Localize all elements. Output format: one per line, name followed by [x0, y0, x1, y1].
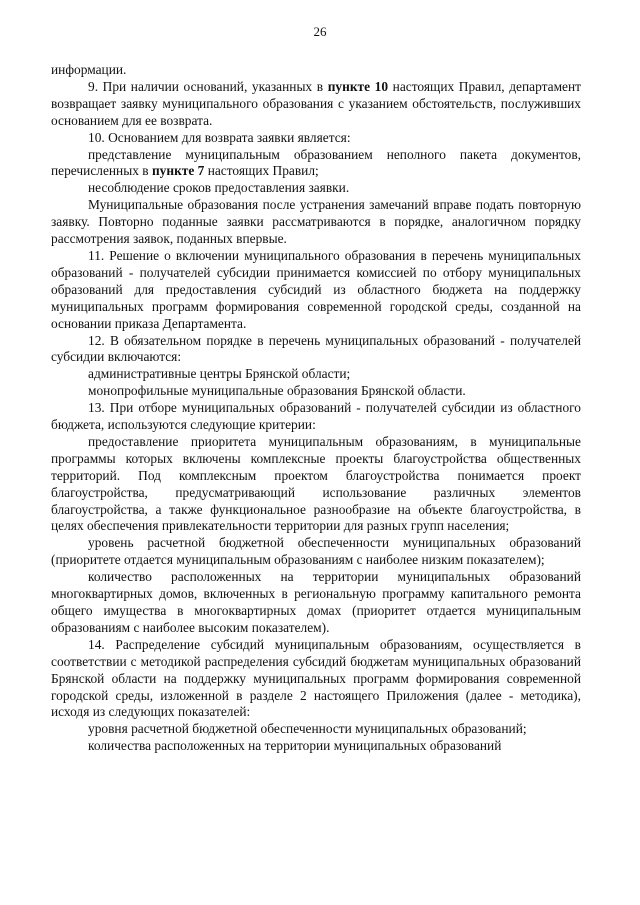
- paragraph-p4: [51, 147, 581, 181]
- text-segment: Муниципальные образования после устранения замечаний вправе подать повторную заявку. Повторно поданные заявки рассматриваются в порядке, аналогичном порядку рассмотрения заявок, поданных впервые.: [51, 197, 581, 247]
- text-segment: информации.: [51, 62, 127, 77]
- paragraph-p12: [51, 434, 581, 535]
- paragraph-p8: [51, 333, 581, 367]
- text-segment: уровень расчетной бюджетной обеспеченности муниципальных образований (приоритете отдается муниципальным образованиям с наиболее низким показателем);: [51, 535, 581, 568]
- document-body: [51, 62, 581, 755]
- text-segment: представление муниципальным образованием неполного пакета документов, перечисленных в: [51, 146, 581, 179]
- text-segment: количество расположенных на территории муниципальных образований многоквартирных домов, включенных в региональную программу капитального ремонта общего имущества в многоквартирных домах (приоритет отдается муниципальным образованиям с наиболее высоким показателем).: [51, 569, 581, 635]
- text-segment: монопрофильные муниципальные образования Брянской области.: [88, 383, 466, 399]
- text-segment: 14. Распределение субсидий муниципальным образованиям, осуществляется в соответствии с методикой распределения субсидий бюджетам муниципальных образований Брянской области на поддержку муниципальных программ формирования современной городской среды, изложенной в разделе 2 настоящего Приложения (далее - методика), исходя из следующих показателей:: [51, 636, 581, 720]
- text-segment: количества расположенных на территории муниципальных образований: [88, 738, 502, 754]
- paragraph-p2: [51, 79, 581, 130]
- text-segment: несоблюдение сроков предоставления заявки.: [88, 180, 350, 196]
- text-segment: 12. В обязательном порядке в перечень муниципальных образований - получателей субсидии включаются:: [51, 332, 581, 365]
- text-segment: предоставление приоритета муниципальным образованиям, в муниципальные программы которых включены комплексные проекты благоустройства общественных территорий. Под комплексным проектом благоустройства понимается проект благоустройства, предусматривающий использование различных элементов благоустройства, а также функциональное разнообразие на объекте благоустройства, в целях обеспечения привлекательности территории для разных групп населения;: [51, 433, 581, 534]
- text-segment: 10. Основанием для возврата заявки является:: [88, 129, 351, 145]
- page-number: 26: [313, 24, 327, 39]
- paragraph-p3: [51, 130, 581, 147]
- paragraph-p9: [51, 366, 581, 383]
- paragraph-p11: [51, 400, 581, 434]
- text-segment: 11. Решение о включении муниципального образования в перечень муниципальных образований - получателей субсидии принимается комиссией по отбору муниципальных образований для предоставления субсидий из областного бюджета на поддержку муниципальных программ формирования современной городской среды, созданной на основании приказа Департамента.: [51, 247, 581, 331]
- paragraph-p17: [51, 738, 581, 755]
- paragraph-p15: [51, 637, 581, 722]
- paragraph-p10: [51, 383, 581, 400]
- paragraph-p7: [51, 248, 581, 333]
- paragraph-p6: [51, 197, 581, 248]
- text-segment: 13. При отборе муниципальных образований - получателей субсидии из областного бюджета, используются следующие критерии:: [51, 400, 581, 433]
- text-segment: настоящих Правил;: [204, 163, 319, 179]
- text-segment: административные центры Брянской области;: [88, 366, 351, 382]
- paragraph-p13: [51, 535, 581, 569]
- paragraph-p5: [51, 180, 581, 197]
- paragraph-p1: [51, 62, 581, 79]
- bold-reference: пункте 10: [327, 78, 389, 94]
- text-segment: уровня расчетной бюджетной обеспеченности муниципальных образований;: [88, 721, 527, 737]
- text-segment: 9. При наличии оснований, указанных в: [88, 78, 328, 94]
- bold-reference: пункте 7: [151, 163, 205, 179]
- paragraph-p14: [51, 569, 581, 637]
- paragraph-p16: [51, 721, 581, 738]
- text-segment: настоящих Правил, департамент возвращает заявку муниципального образования с указанием обстоятельств, послуживших основанием для ее возврата.: [51, 78, 582, 128]
